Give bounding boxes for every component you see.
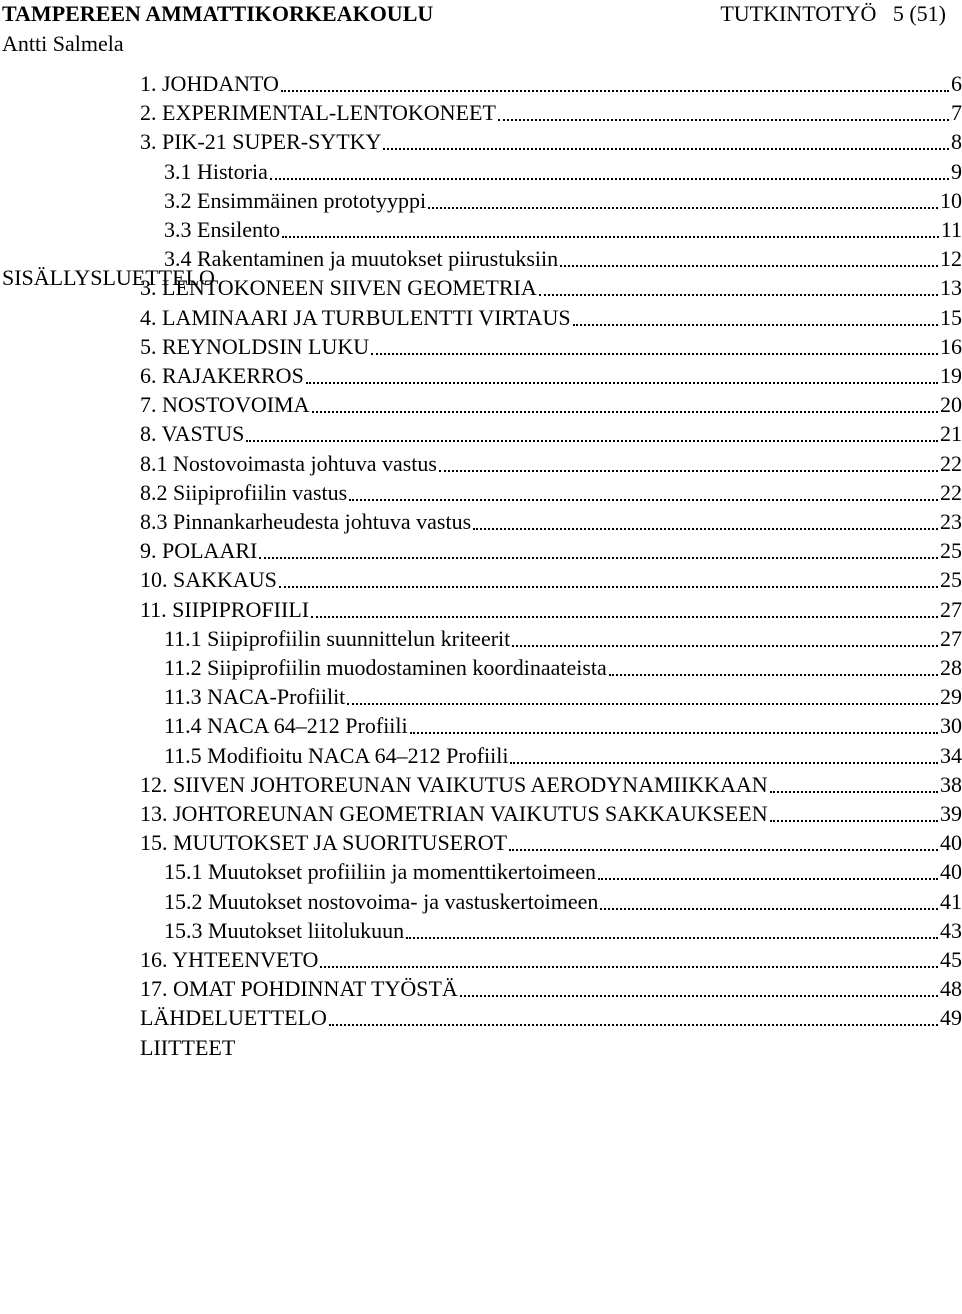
toc-entry[interactable]	[140, 1034, 962, 1062]
toc-entry-page: 43	[940, 917, 962, 943]
toc-entry-page: 6	[951, 71, 962, 96]
toc-leader-dots	[598, 878, 938, 880]
toc-entry[interactable]	[140, 450, 962, 478]
toc-entry[interactable]	[140, 304, 962, 332]
toc-entry-label: 16. YHTEENVETO	[140, 947, 319, 972]
toc-leader-dots	[311, 616, 938, 618]
toc-leader-dots	[349, 499, 938, 501]
toc-entry-label: 11.1 Siipiprofiilin suunnittelun kriteerit	[164, 625, 511, 651]
toc-entry-page: 16	[940, 333, 962, 359]
toc-leader-dots	[609, 674, 938, 676]
toc-entry[interactable]	[140, 1004, 962, 1032]
toc-leader-dots	[510, 762, 938, 764]
institution-name: TAMPEREEN AMMATTIKORKEAKOULU	[2, 1, 434, 26]
toc-leader-dots	[306, 382, 938, 384]
toc-entry[interactable]	[164, 712, 962, 740]
toc-leader-dots	[281, 90, 949, 92]
toc-leader-dots	[270, 178, 949, 180]
toc-entry-label: LIITTEET	[140, 1034, 236, 1060]
toc-leader-dots	[473, 528, 938, 530]
toc-entry-label: 7. NOSTOVOIMA	[140, 392, 310, 418]
toc-entry-label: 15.3 Muutokset liitolukuun	[164, 917, 405, 943]
toc-entry-page: 27	[940, 625, 962, 651]
toc-entry-label: 5. REYNOLDSIN LUKU	[140, 333, 370, 359]
toc-leader-dots	[329, 1024, 938, 1026]
toc-entry-page: 22	[940, 479, 962, 505]
toc-entry[interactable]	[140, 596, 962, 624]
toc-leader-dots	[512, 645, 938, 647]
toc-entry-label: 3. LENTOKONEEN SIIVEN GEOMETRIA	[140, 275, 537, 301]
toc-entry-page: 19	[940, 363, 962, 388]
toc-entry-page: 8	[951, 129, 962, 155]
toc-leader-dots	[460, 995, 938, 997]
toc-leader-dots	[279, 586, 938, 588]
page-number: 5 (51)	[892, 1, 946, 26]
toc-entry[interactable]	[140, 946, 962, 974]
toc-leader-dots	[509, 849, 938, 851]
toc-leader-dots	[383, 148, 949, 150]
toc-entry[interactable]	[164, 187, 962, 215]
toc-entry-label: 9. POLAARI	[140, 538, 258, 564]
toc-entry-page: 21	[940, 421, 962, 447]
toc-entry[interactable]	[140, 362, 962, 390]
toc-entry-label: LÄHDELUETTELO	[140, 1005, 327, 1031]
toc-entry[interactable]	[140, 566, 962, 594]
toc-leader-dots	[259, 557, 938, 559]
toc-entry-label: 8.3 Pinnankarheudesta johtuva vastus	[140, 509, 472, 534]
toc-entry-page: 48	[940, 976, 962, 1002]
toc-entry-page: 25	[940, 538, 962, 564]
toc-leader-dots	[347, 703, 938, 705]
toc-leader-dots	[539, 294, 938, 296]
toc-entry-label: 8. VASTUS	[140, 421, 245, 447]
toc-leader-dots	[320, 966, 938, 968]
toc-entry-page: 34	[940, 742, 962, 768]
toc-entry[interactable]	[164, 858, 962, 886]
toc-entry[interactable]	[140, 800, 962, 828]
toc-entry[interactable]	[164, 683, 962, 711]
toc-entry-label: 11. SIIPIPROFIILI	[140, 596, 310, 622]
author-name: Antti Salmela	[2, 31, 124, 56]
doc-label: TUTKINTOTYÖ	[720, 1, 877, 26]
toc-entry[interactable]	[140, 479, 962, 507]
toc-entry-page: 38	[940, 771, 962, 797]
toc-entry-label: 3.2 Ensimmäinen prototyyppi	[164, 187, 427, 213]
toc-leader-dots	[282, 236, 939, 238]
toc-entry-label: 11.5 Modifioitu NACA 64–212 Profiili	[164, 742, 509, 768]
toc-leader-dots	[770, 820, 938, 822]
toc-entry-label: 6. RAJAKERROS	[140, 363, 304, 388]
toc-entry[interactable]	[140, 537, 962, 565]
toc-entry-page: 29	[940, 684, 962, 710]
toc-entry-label: 13. JOHTOREUNAN GEOMETRIAN VAIKUTUS SAKKAUKSEEN	[140, 801, 768, 826]
toc-entry-page: 30	[940, 713, 962, 739]
toc-entry-page: 41	[940, 888, 962, 914]
toc-entry[interactable]	[140, 420, 962, 448]
toc-entry-page: 7	[951, 100, 962, 126]
toc-entry-page: 22	[940, 450, 962, 476]
toc-entry[interactable]	[140, 829, 962, 857]
toc-entry-label: 3.1 Historia	[164, 158, 268, 184]
toc-entry-page: 27	[940, 596, 962, 622]
toc-entry-label: 2. EXPERIMENTAL-LENTOKONEET	[140, 100, 496, 126]
toc-entry-label: 11.4 NACA 64–212 Profiili	[164, 713, 408, 739]
toc-entry-page: 12	[940, 246, 962, 272]
toc-entry[interactable]	[164, 625, 962, 653]
toc-entry[interactable]	[140, 274, 962, 302]
toc-entry-page: 15	[940, 304, 962, 330]
toc-entry[interactable]	[140, 70, 962, 98]
toc-entry-page: 45	[940, 947, 962, 972]
toc-entry-label: 3.4 Rakentaminen ja muutokset piirustuksiin	[164, 246, 559, 272]
toc-entry[interactable]	[164, 216, 962, 244]
toc-leader-dots	[312, 411, 939, 413]
toc-entry-page: 28	[940, 655, 962, 680]
toc-leader-dots	[428, 207, 938, 209]
toc-leader-dots	[560, 265, 938, 267]
toc-entry-page: 11	[940, 217, 962, 242]
toc-entry[interactable]	[140, 333, 962, 361]
toc-entry[interactable]	[140, 975, 962, 1003]
toc-entry[interactable]	[164, 742, 962, 770]
toc-entry-label: 15. MUUTOKSET JA SUORITUSEROT	[140, 830, 508, 856]
toc-entry-label: 3. PIK-21 SUPER-SYTKY	[140, 129, 382, 155]
toc-entry[interactable]	[164, 888, 962, 916]
toc-entry-page: 23	[940, 509, 962, 534]
toc-entry[interactable]	[140, 508, 962, 536]
toc-title: SISÄLLYSLUETTELO	[2, 265, 215, 290]
toc-leader-dots	[410, 732, 938, 734]
toc-leader-dots	[246, 440, 938, 442]
toc-entry[interactable]	[140, 99, 962, 127]
toc-entry-label: 4. LAMINAARI JA TURBULENTTI VIRTAUS	[140, 304, 571, 330]
toc-entry[interactable]	[140, 128, 962, 156]
toc-entry[interactable]	[164, 245, 962, 273]
toc-entry-label: 15.2 Muutokset nostovoima- ja vastuskertoimeen	[164, 888, 599, 914]
toc-entry[interactable]	[164, 158, 962, 186]
toc-entry-label: 8.2 Siipiprofiilin vastus	[140, 479, 348, 505]
toc-entry-label: 11.2 Siipiprofiilin muodostaminen koordinaateista	[164, 655, 607, 680]
toc-entry-page: 39	[940, 801, 962, 826]
toc-entry-label: 10. SAKKAUS	[140, 567, 277, 593]
page-indicator	[720, 0, 946, 28]
toc-entry-label: 1. JOHDANTO	[140, 71, 279, 96]
toc-entry-label: 3.3 Ensilento	[164, 217, 281, 242]
toc-entry-label: 12. SIIVEN JOHTOREUNAN VAIKUTUS AERODYNAMIIKKAAN	[140, 771, 768, 797]
toc-entry[interactable]	[164, 917, 962, 945]
toc-entry-page: 9	[951, 158, 962, 184]
toc-leader-dots	[406, 937, 938, 939]
toc-leader-dots	[770, 791, 938, 793]
toc-entry-page: 40	[940, 830, 962, 856]
toc-entry-page: 13	[940, 275, 962, 301]
toc-entry-label: 8.1 Nostovoimasta johtuva vastus	[140, 450, 437, 476]
toc-entry-page: 25	[940, 567, 962, 593]
toc-entry-page: 10	[940, 187, 962, 213]
toc-entry-page: 49	[940, 1005, 962, 1031]
toc-leader-dots	[371, 353, 938, 355]
toc-entry-label: 11.3 NACA-Profiilit	[164, 684, 346, 710]
toc-entry-page: 40	[940, 859, 962, 885]
toc-entry[interactable]	[140, 391, 962, 419]
toc-entry[interactable]	[164, 654, 962, 682]
toc-entry-label: 17. OMAT POHDINNAT TYÖSTÄ	[140, 976, 458, 1002]
toc-entry-label: 15.1 Muutokset profiiliin ja momenttikertoimeen	[164, 859, 596, 885]
toc-entry-page: 20	[940, 392, 962, 418]
toc-entry[interactable]	[140, 771, 962, 799]
toc-leader-dots	[439, 470, 938, 472]
toc-leader-dots	[600, 908, 938, 910]
toc-leader-dots	[573, 324, 938, 326]
toc-leader-dots	[498, 119, 949, 121]
